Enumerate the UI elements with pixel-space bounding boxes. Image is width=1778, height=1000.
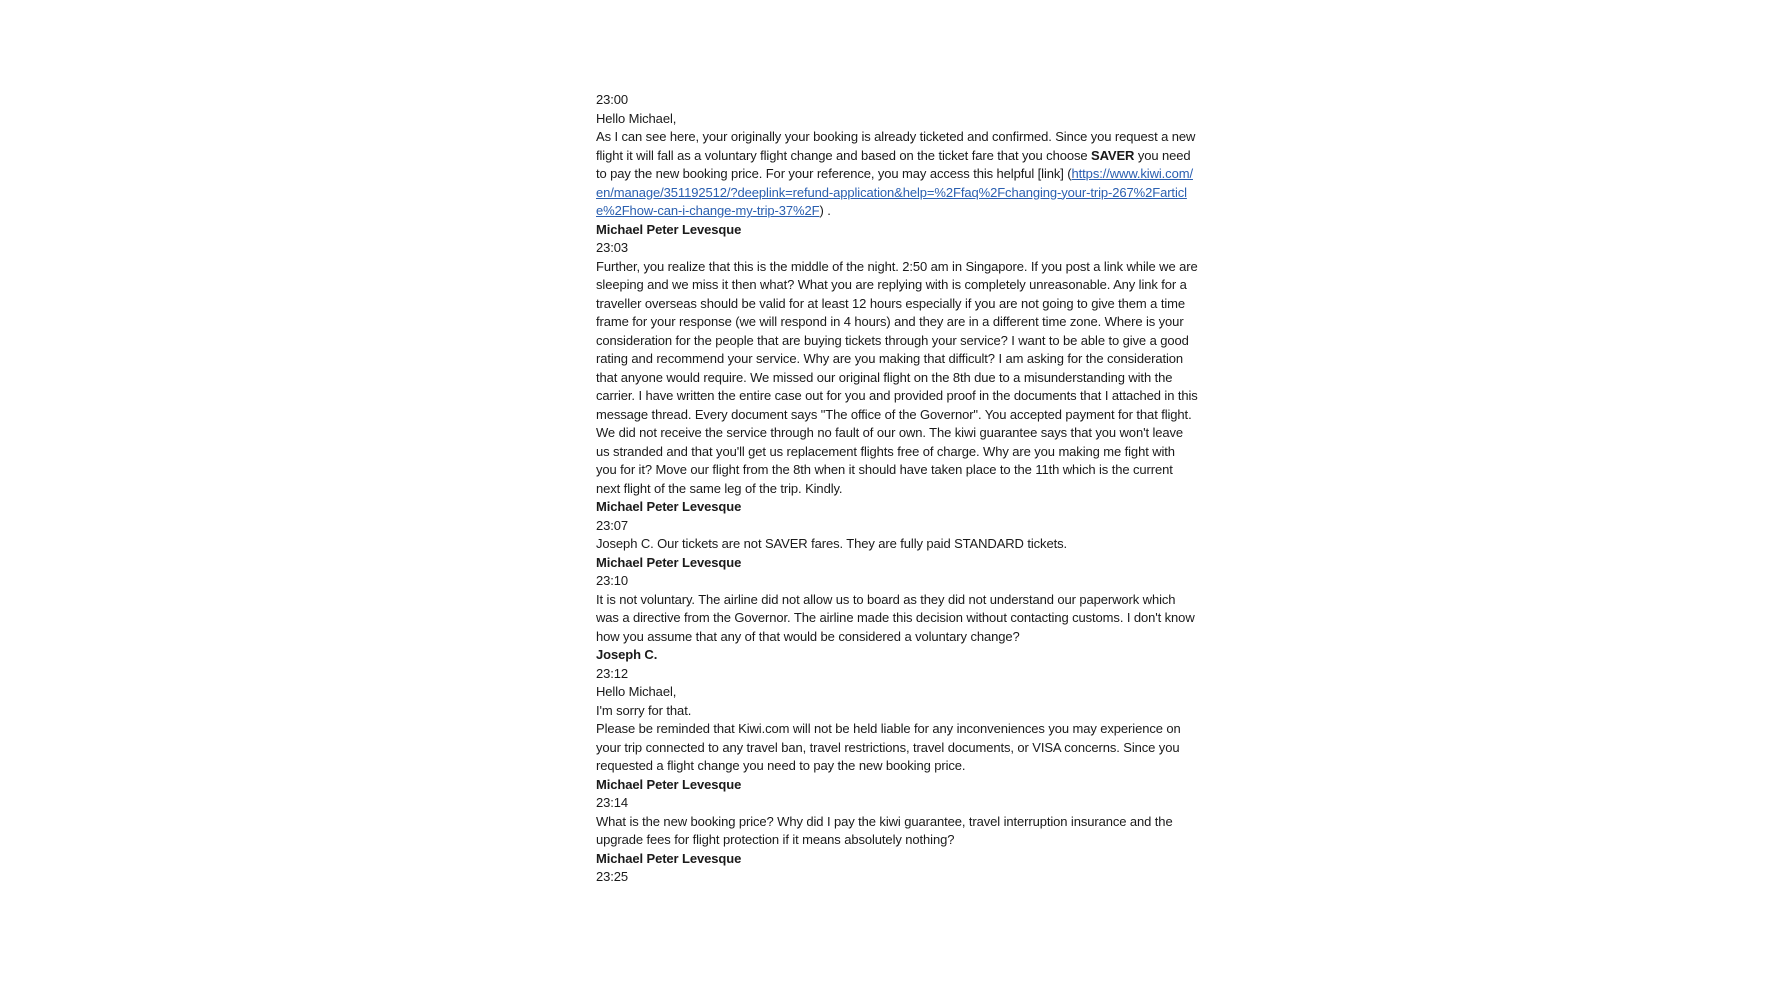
message-author: Michael Peter Levesque bbox=[596, 554, 742, 570]
message-time: 23:10 bbox=[596, 573, 629, 588]
message-text: What is the new booking price? Why did I pay the kiwi guarantee, travel interruption insurance and the upgrade fees for flight protection if it means absolutely nothing? bbox=[596, 813, 1173, 847]
message-text: Further, you realize that this is the middle of the night. 2:50 am in Singapore. If you post a link while we are sleeping and we miss it then what? What you are replying with is completely unreasonable. Any link for a traveller overseas should be valid for at least 12 hours especially if you are not going to give them a time frame for your response (we will respond in 4 hours) and they are in a different time zone. Where is your consideration for the people that are buying tickets through your service? I want to be able to give a good rating and recommend your service. Why are you making that difficult? I am asking for the consideration that anyone would require. We missed our original flight on the 8th due to a misunderstanding with the carrier. I have written the entire case out for you and provided proof in the documents that I attached in this message thread. Every document says "The office of the Governor". You accepted payment for that flight. We did not receive the service through no fault of our own. The kiwi guarantee says that you won't leave us stranded and that you'll get us replacement flights free of charge. Why are you making me fight with you for it? Move our flight from the 8th when it should have taken place to the 11th which is the current next flight of the same leg of the trip. Kindly. bbox=[596, 258, 1198, 496]
message-text: It is not voluntary. The airline did not allow us to board as they did not understand our paperwork which was a directive from the Governor. The airline made this decision without contacting customs. I don't know how you assume that any of that would be considered a voluntary change? bbox=[596, 591, 1195, 644]
message-text: Joseph C. Our tickets are not SAVER fares. They are fully paid STANDARD tickets. bbox=[596, 536, 1068, 551]
fare-type-bold: SAVER bbox=[1091, 147, 1135, 163]
message-time: 23:14 bbox=[596, 795, 629, 810]
message-text-part: As I can see here, your originally your booking is already ticketed and confirmed. Since you request a new flight it will fall as a voluntary flight change and based on the ticket fare that you choose bbox=[596, 129, 1196, 163]
message-author: Michael Peter Levesque bbox=[596, 499, 742, 514]
message-text: Please be reminded that Kiwi.com will not be held liable for any inconveniences you may experience on your trip connected to any travel ban, travel restrictions, travel documents, or VISA concerns. Since you requested a flight change you need to pay the new booking price. bbox=[596, 721, 1181, 773]
chat-transcript bbox=[596, 91, 1198, 887]
message-time: 23:03 bbox=[596, 240, 629, 255]
message-time: 23:25 bbox=[596, 869, 629, 884]
message-greeting: Hello Michael, bbox=[596, 684, 677, 699]
message-text-part: you need to pay the new booking price. For your reference, you may access this helpful [link] ( bbox=[596, 147, 1191, 181]
message-text bbox=[596, 128, 1198, 221]
help-link[interactable]: https://www.kiwi.com/en/manage/351192512/?deeplink=refund-application&help=%2Ffaq%2Fchanging-your-trip-267%2Farticle%2Fhow-can-i-change-my-trip-37%2F bbox=[596, 166, 1193, 218]
message-time: 23:00 bbox=[596, 92, 629, 107]
message-author: Michael Peter Levesque bbox=[596, 850, 742, 866]
message-apology: I'm sorry for that. bbox=[596, 702, 692, 718]
message-author: Joseph C. bbox=[596, 647, 658, 662]
message-author: Michael Peter Levesque bbox=[596, 776, 742, 792]
message-author: Michael Peter Levesque bbox=[596, 221, 742, 237]
message-time: 23:12 bbox=[596, 665, 629, 681]
message-text-part: ) . bbox=[819, 203, 831, 218]
message-greeting: Hello Michael, bbox=[596, 110, 677, 126]
message-time: 23:07 bbox=[596, 517, 629, 533]
